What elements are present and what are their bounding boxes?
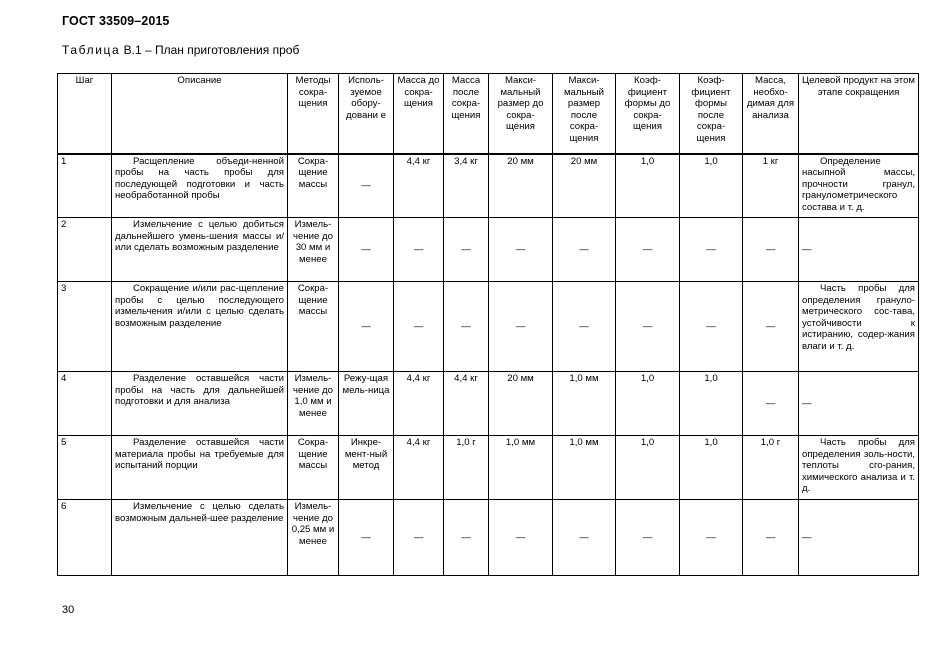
column-header: Описание	[112, 74, 288, 154]
description-cell-text: Разделение оставшейся части материала пробы на требуемые для испытаний порции	[115, 437, 284, 472]
method-cell-text: Сокра-щение массы	[297, 155, 329, 190]
shape-factor-before-cell-text: —	[642, 243, 653, 255]
shape-factor-after-cell-text: 1,0	[704, 155, 718, 167]
step-cell	[58, 372, 112, 436]
description-cell	[112, 372, 288, 436]
description-cell	[112, 436, 288, 500]
target-product-cell	[799, 282, 919, 372]
shape-factor-after-cell	[680, 154, 743, 218]
shape-factor-before-cell	[616, 436, 680, 500]
target-product-cell-text: —	[802, 397, 812, 409]
mass-before-cell	[394, 436, 444, 500]
method-cell-text: Измель-чение до 1,0 мм и менее	[293, 373, 333, 419]
step-cell	[58, 218, 112, 282]
equipment-cell	[339, 218, 394, 282]
description-cell-text: Измельчение с целью сделать возможным дальней-шее разделение	[115, 501, 284, 524]
method-cell-text: Сокра-щение массы	[297, 283, 329, 318]
mass-before-cell-text: —	[413, 243, 424, 255]
column-header: Шаг	[58, 74, 112, 154]
mass-for-analysis-cell-text: —	[765, 320, 776, 332]
column-header: Масса, необхо-димая для анализа	[743, 74, 799, 154]
mass-for-analysis-cell	[743, 500, 799, 576]
shape-factor-after-cell	[680, 436, 743, 500]
equipment-cell	[339, 282, 394, 372]
mass-before-cell	[394, 218, 444, 282]
equipment-cell-text: Инкре-мент-ный метод	[344, 437, 388, 472]
max-size-before-cell-text: 1,0 мм	[505, 437, 536, 448]
method-cell	[288, 372, 339, 436]
shape-factor-before-cell-text: 1,0	[640, 437, 655, 448]
mass-for-analysis-cell-text: —	[765, 243, 776, 255]
mass-before-cell	[394, 154, 444, 218]
max-size-before-cell	[489, 372, 553, 436]
mass-before-cell	[394, 372, 444, 436]
shape-factor-after-cell	[680, 372, 743, 436]
max-size-before-cell-text: 20 мм	[507, 373, 534, 384]
target-product-cell	[799, 500, 919, 576]
max-size-after-cell	[553, 282, 616, 372]
mass-after-cell-text: —	[461, 243, 471, 255]
column-header: Целевой продукт на этом этапе сокращения	[799, 74, 919, 154]
max-size-after-cell	[553, 154, 616, 218]
max-size-after-cell	[553, 436, 616, 500]
mass-for-analysis-cell-text: 1,0 г	[760, 437, 781, 448]
column-header: Коэф-фициент формы до сокра-щения	[616, 74, 680, 154]
column-header: Макси-мальный размер после сокра-щения	[553, 74, 616, 154]
method-cell-text: Сокра-щение массы	[297, 437, 329, 472]
step-cell	[58, 282, 112, 372]
target-product-cell-text: —	[802, 531, 812, 543]
step-cell-text: 3	[61, 283, 67, 294]
target-product-cell-text: Часть пробы для определения грануло-метрического сос-тава, устойчивости к истиранию, содер-жания влаги и т. д.	[802, 283, 915, 352]
mass-before-cell-text: —	[413, 531, 424, 543]
shape-factor-before-cell	[616, 154, 680, 218]
max-size-after-cell	[553, 372, 616, 436]
max-size-before-cell	[489, 218, 553, 282]
max-size-before-cell-text: —	[515, 320, 526, 332]
equipment-cell-text: —	[361, 243, 371, 255]
max-size-before-cell-text: —	[515, 243, 526, 255]
shape-factor-before-cell	[616, 282, 680, 372]
document-header: ГОСТ 33509–2015	[62, 14, 170, 28]
mass-before-cell-text: 4,4 кг	[406, 373, 431, 384]
table-row	[58, 282, 919, 372]
description-cell-text: Измельчение с целью добиться дальнейшего умень-шения массы и/или сделать возможным разделение	[115, 219, 284, 254]
max-size-after-cell-text: —	[579, 531, 589, 543]
mass-after-cell	[444, 218, 489, 282]
mass-for-analysis-cell	[743, 154, 799, 218]
shape-factor-after-cell-text: —	[706, 320, 716, 332]
mass-for-analysis-cell-text: —	[765, 397, 776, 409]
shape-factor-after-cell	[680, 218, 743, 282]
column-header: Масса после сокра-щения	[444, 74, 489, 154]
mass-for-analysis-cell	[743, 372, 799, 436]
table-row	[58, 436, 919, 500]
table-caption-text: В.1 – План приготовления проб	[123, 43, 300, 57]
target-product-cell	[799, 436, 919, 500]
table-row	[58, 218, 919, 282]
table-caption	[62, 43, 299, 57]
method-cell	[288, 282, 339, 372]
mass-before-cell	[394, 282, 444, 372]
equipment-cell-text: Режу-щая мель-ница	[342, 373, 390, 396]
step-cell	[58, 500, 112, 576]
shape-factor-before-cell-text: —	[642, 320, 653, 332]
max-size-after-cell	[553, 500, 616, 576]
max-size-after-cell-text: —	[579, 320, 589, 332]
shape-factor-before-cell-text: 1,0	[640, 155, 655, 167]
step-cell-text: 1	[61, 155, 67, 167]
equipment-cell-text: —	[361, 531, 371, 543]
equipment-cell-text: —	[361, 179, 371, 191]
mass-after-cell	[444, 154, 489, 218]
equipment-cell	[339, 436, 394, 500]
table-row	[58, 500, 919, 576]
mass-before-cell-text: 4,4 кг	[406, 437, 431, 448]
column-header: Макси-мальный размер до сокра-щения	[489, 74, 553, 154]
target-product-cell-text: —	[802, 243, 812, 255]
description-cell	[112, 154, 288, 218]
table-row	[58, 154, 919, 218]
mass-before-cell-text: 4,4 кг	[406, 155, 431, 167]
mass-after-cell	[444, 282, 489, 372]
step-cell	[58, 154, 112, 218]
table-header-row	[58, 74, 919, 154]
step-cell-text: 6	[61, 501, 67, 512]
column-header: Коэф-фициент формы после сокра-щения	[680, 74, 743, 154]
method-cell	[288, 500, 339, 576]
description-cell	[112, 282, 288, 372]
max-size-after-cell	[553, 218, 616, 282]
description-cell-text: Разделение оставшейся части пробы на часть для дальнейшей подготовки и для анализа	[115, 373, 284, 408]
column-header: Методы сокра-щения	[288, 74, 339, 154]
mass-for-analysis-cell-text: 1 кг	[762, 155, 779, 167]
method-cell	[288, 154, 339, 218]
description-cell-text: Сокращение и/или рас-щепление пробы с целью последующего измельчения и/или с целью сделать возможным разделение	[115, 283, 284, 329]
mass-after-cell-text: —	[461, 531, 471, 543]
shape-factor-before-cell	[616, 500, 680, 576]
target-product-cell-text: Определение насыпной массы, прочности гранул, гранулометрического состава и т. д.	[802, 155, 915, 213]
shape-factor-after-cell-text: —	[706, 243, 716, 255]
table-caption-prefix: Таблица	[62, 43, 121, 57]
max-size-before-cell-text: 20 мм	[507, 155, 534, 167]
sample-preparation-table	[57, 73, 919, 576]
shape-factor-after-cell	[680, 282, 743, 372]
shape-factor-before-cell	[616, 372, 680, 436]
max-size-after-cell-text: 20 мм	[570, 155, 598, 167]
mass-for-analysis-cell-text: —	[765, 531, 776, 543]
mass-after-cell	[444, 500, 489, 576]
mass-after-cell-text: 3,4 кг	[454, 155, 478, 167]
mass-after-cell-text: 4,4 кг	[454, 373, 478, 384]
shape-factor-after-cell-text: 1,0	[704, 437, 718, 448]
max-size-after-cell-text: —	[579, 243, 589, 255]
mass-before-cell	[394, 500, 444, 576]
equipment-cell	[339, 154, 394, 218]
max-size-after-cell-text: 1,0 мм	[569, 437, 599, 448]
mass-after-cell	[444, 436, 489, 500]
max-size-before-cell	[489, 436, 553, 500]
page-number: 30	[62, 604, 75, 616]
column-header: Исполь-зуемое обору-довани е	[339, 74, 394, 154]
description-cell-text: Расщепление объеди-ненной пробы на часть пробы для последующей подготовки и часть необработанной пробы	[115, 155, 284, 202]
mass-for-analysis-cell	[743, 218, 799, 282]
max-size-before-cell	[489, 282, 553, 372]
step-cell-text: 5	[61, 437, 67, 448]
shape-factor-before-cell-text: 1,0	[640, 373, 655, 384]
shape-factor-after-cell-text: —	[706, 531, 716, 543]
description-cell	[112, 500, 288, 576]
max-size-before-cell-text: —	[515, 531, 526, 543]
shape-factor-after-cell	[680, 500, 743, 576]
column-header: Масса до сокра-щения	[394, 74, 444, 154]
mass-for-analysis-cell	[743, 436, 799, 500]
table-body	[58, 154, 919, 576]
mass-after-cell-text: —	[461, 320, 471, 332]
target-product-cell	[799, 372, 919, 436]
table-row	[58, 372, 919, 436]
target-product-cell	[799, 154, 919, 218]
mass-before-cell-text: —	[413, 320, 424, 332]
shape-factor-after-cell-text: 1,0	[704, 373, 718, 384]
equipment-cell	[339, 500, 394, 576]
max-size-before-cell	[489, 154, 553, 218]
description-cell	[112, 218, 288, 282]
method-cell-text: Измель-чение до 0,25 мм и менее	[291, 501, 335, 547]
mass-for-analysis-cell	[743, 282, 799, 372]
max-size-before-cell	[489, 500, 553, 576]
max-size-after-cell-text: 1,0 мм	[569, 373, 599, 384]
equipment-cell	[339, 372, 394, 436]
step-cell	[58, 436, 112, 500]
equipment-cell-text: —	[361, 320, 371, 332]
step-cell-text: 4	[61, 373, 67, 384]
shape-factor-before-cell	[616, 218, 680, 282]
shape-factor-before-cell-text: —	[642, 531, 653, 543]
method-cell	[288, 218, 339, 282]
target-product-cell	[799, 218, 919, 282]
method-cell-text: Измель-чение до 30 мм и менее	[293, 219, 333, 265]
method-cell	[288, 436, 339, 500]
mass-after-cell	[444, 372, 489, 436]
target-product-cell-text: Часть пробы для определения золь-ности, теплоты сго-рания, химического анализа и т. д.	[802, 437, 915, 495]
mass-after-cell-text: 1,0 г	[456, 437, 476, 448]
step-cell-text: 2	[61, 219, 67, 230]
